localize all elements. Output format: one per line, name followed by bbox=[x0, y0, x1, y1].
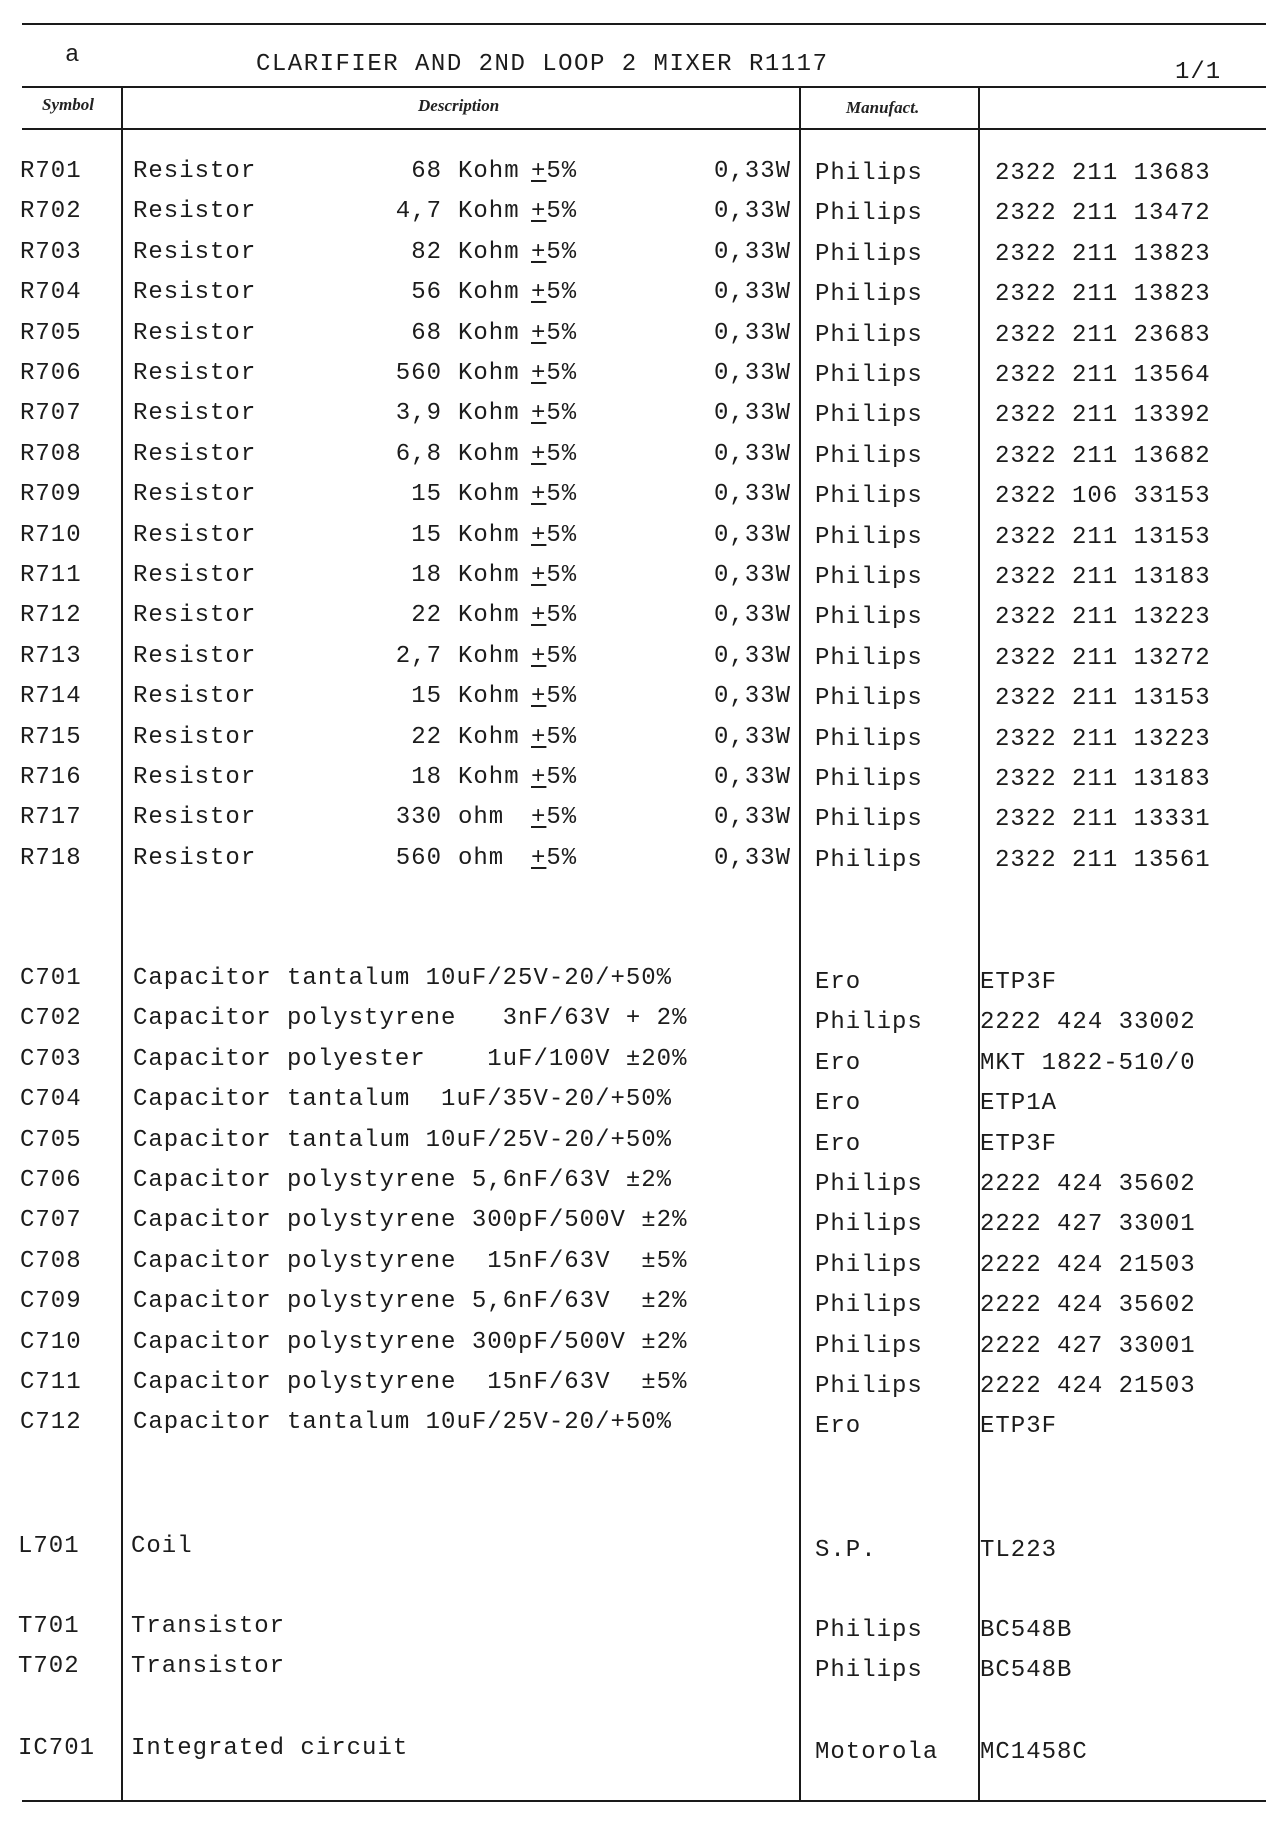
row-unit: Kohm bbox=[458, 602, 520, 629]
row-symbol: R708 bbox=[20, 441, 82, 468]
row-part-number: 2222 427 33001 bbox=[980, 1333, 1196, 1360]
row-type: Resistor bbox=[133, 158, 257, 185]
row-tolerance bbox=[531, 279, 577, 307]
row-value: 18 bbox=[411, 562, 442, 589]
plus-minus-sign: + bbox=[531, 279, 547, 306]
row-symbol: R716 bbox=[20, 764, 82, 791]
row-part-number: 2322 211 23683 bbox=[995, 322, 1211, 349]
row-unit: ohm bbox=[458, 845, 505, 872]
row-symbol: R718 bbox=[20, 845, 82, 872]
row-manufacturer: Philips bbox=[815, 1171, 923, 1198]
row-description: Capacitor polystyrene 15nF/63V ±5% bbox=[133, 1248, 688, 1275]
row-tolerance-value: 5% bbox=[546, 804, 578, 831]
row-unit: Kohm bbox=[458, 239, 520, 266]
row-tolerance-value: 5% bbox=[546, 845, 578, 872]
row-symbol: R713 bbox=[20, 643, 82, 670]
row-part-number: TL223 bbox=[980, 1537, 1058, 1564]
header-top-rule bbox=[22, 86, 1266, 88]
row-manufacturer: Philips bbox=[815, 564, 923, 591]
row-value: 68 bbox=[411, 158, 442, 185]
row-part-number: BC548B bbox=[980, 1657, 1073, 1684]
row-tolerance bbox=[531, 522, 577, 550]
row-description: Capacitor tantalum 10uF/25V-20/+50% bbox=[133, 1127, 673, 1154]
row-description: Capacitor polystyrene 5,6nF/63V ±2% bbox=[133, 1288, 688, 1315]
row-symbol: T701 bbox=[18, 1613, 80, 1640]
row-manufacturer: Philips bbox=[815, 362, 923, 389]
row-part-number: ETP3F bbox=[980, 969, 1058, 996]
row-tolerance-value: 5% bbox=[546, 400, 578, 427]
row-unit: Kohm bbox=[458, 522, 520, 549]
row-tolerance bbox=[531, 481, 577, 509]
row-part-number: 2322 211 13331 bbox=[995, 806, 1211, 833]
section-mark: a bbox=[65, 42, 81, 69]
plus-minus-sign: + bbox=[531, 562, 547, 589]
plus-minus-sign: + bbox=[531, 522, 547, 549]
row-part-number: 2322 211 13183 bbox=[995, 564, 1211, 591]
row-manufacturer: Ero bbox=[815, 1413, 862, 1440]
row-tolerance bbox=[531, 239, 577, 267]
row-symbol: IC701 bbox=[18, 1735, 96, 1762]
row-description: Capacitor polyester 1uF/100V ±20% bbox=[133, 1046, 688, 1073]
row-type: Resistor bbox=[133, 441, 257, 468]
row-tolerance bbox=[531, 724, 577, 752]
row-tolerance-value: 5% bbox=[546, 198, 578, 225]
row-description: Transistor bbox=[131, 1653, 286, 1680]
row-power: 0,33W bbox=[714, 239, 792, 266]
row-symbol: R703 bbox=[20, 239, 82, 266]
row-symbol: C711 bbox=[20, 1369, 82, 1396]
row-manufacturer: Ero bbox=[815, 1050, 862, 1077]
row-part-number: 2322 211 13823 bbox=[995, 241, 1211, 268]
row-power: 0,33W bbox=[714, 158, 792, 185]
row-value: 3,9 bbox=[395, 400, 442, 427]
row-manufacturer: Philips bbox=[815, 443, 923, 470]
row-symbol: C709 bbox=[20, 1288, 82, 1315]
row-tolerance-value: 5% bbox=[546, 320, 578, 347]
row-type: Resistor bbox=[133, 683, 257, 710]
row-manufacturer: Philips bbox=[815, 806, 923, 833]
row-power: 0,33W bbox=[714, 804, 792, 831]
row-unit: Kohm bbox=[458, 360, 520, 387]
row-manufacturer: Philips bbox=[815, 483, 923, 510]
row-value: 15 bbox=[411, 481, 442, 508]
row-part-number: 2322 211 13153 bbox=[995, 685, 1211, 712]
row-symbol: R717 bbox=[20, 804, 82, 831]
row-power: 0,33W bbox=[714, 481, 792, 508]
row-type: Resistor bbox=[133, 724, 257, 751]
row-power: 0,33W bbox=[714, 643, 792, 670]
row-tolerance bbox=[531, 602, 577, 630]
row-manufacturer: Motorola bbox=[815, 1739, 939, 1766]
row-tolerance-value: 5% bbox=[546, 683, 578, 710]
row-power: 0,33W bbox=[714, 764, 792, 791]
row-tolerance bbox=[531, 683, 577, 711]
row-part-number: ETP3F bbox=[980, 1413, 1058, 1440]
row-type: Resistor bbox=[133, 360, 257, 387]
row-manufacturer: Philips bbox=[815, 241, 923, 268]
row-description: Integrated circuit bbox=[131, 1735, 409, 1762]
row-description: Capacitor polystyrene 300pF/500V ±2% bbox=[133, 1329, 688, 1356]
row-type: Resistor bbox=[133, 804, 257, 831]
row-unit: Kohm bbox=[458, 683, 520, 710]
row-part-number: 2322 211 13183 bbox=[995, 766, 1211, 793]
row-unit: Kohm bbox=[458, 481, 520, 508]
row-unit: Kohm bbox=[458, 158, 520, 185]
column-header-manufacturer: Manufact. bbox=[846, 98, 920, 117]
row-part-number: 2322 211 13683 bbox=[995, 160, 1211, 187]
row-description: Coil bbox=[131, 1533, 193, 1560]
plus-minus-sign: + bbox=[531, 845, 547, 872]
row-manufacturer: Ero bbox=[815, 1090, 862, 1117]
column-divider-1 bbox=[121, 86, 123, 1800]
column-header-description: Description bbox=[418, 96, 500, 115]
row-tolerance bbox=[531, 360, 577, 388]
row-value: 82 bbox=[411, 239, 442, 266]
plus-minus-sign: + bbox=[531, 724, 547, 751]
row-symbol: R705 bbox=[20, 320, 82, 347]
column-divider-2 bbox=[799, 86, 801, 1800]
plus-minus-sign: + bbox=[531, 441, 547, 468]
row-manufacturer: Philips bbox=[815, 160, 923, 187]
row-power: 0,33W bbox=[714, 845, 792, 872]
row-description: Capacitor polystyrene 15nF/63V ±5% bbox=[133, 1369, 688, 1396]
row-symbol: R702 bbox=[20, 198, 82, 225]
row-part-number: 2222 427 33001 bbox=[980, 1211, 1196, 1238]
row-value: 4,7 bbox=[395, 198, 442, 225]
row-value: 68 bbox=[411, 320, 442, 347]
row-symbol: C710 bbox=[20, 1329, 82, 1356]
row-power: 0,33W bbox=[714, 602, 792, 629]
row-part-number: ETP3F bbox=[980, 1131, 1058, 1158]
row-symbol: C712 bbox=[20, 1409, 82, 1436]
row-manufacturer: Philips bbox=[815, 1657, 923, 1684]
row-tolerance bbox=[531, 764, 577, 792]
row-part-number: 2322 211 13564 bbox=[995, 362, 1211, 389]
header-bottom-rule bbox=[22, 128, 1266, 130]
plus-minus-sign: + bbox=[531, 764, 547, 791]
row-symbol: R701 bbox=[20, 158, 82, 185]
row-manufacturer: Philips bbox=[815, 322, 923, 349]
row-type: Resistor bbox=[133, 643, 257, 670]
row-description: Capacitor polystyrene 5,6nF/63V ±2% bbox=[133, 1167, 673, 1194]
page-title: CLARIFIER AND 2ND LOOP 2 MIXER R1117 bbox=[256, 51, 829, 78]
row-power: 0,33W bbox=[714, 279, 792, 306]
bottom-rule bbox=[22, 1800, 1266, 1802]
row-unit: Kohm bbox=[458, 441, 520, 468]
row-manufacturer: Philips bbox=[815, 281, 923, 308]
row-manufacturer: Philips bbox=[815, 1252, 923, 1279]
row-unit: Kohm bbox=[458, 400, 520, 427]
row-part-number: 2322 211 13392 bbox=[995, 402, 1211, 429]
row-power: 0,33W bbox=[714, 562, 792, 589]
row-type: Resistor bbox=[133, 400, 257, 427]
plus-minus-sign: + bbox=[531, 158, 547, 185]
row-manufacturer: Philips bbox=[815, 402, 923, 429]
row-type: Resistor bbox=[133, 279, 257, 306]
row-type: Resistor bbox=[133, 481, 257, 508]
row-symbol: R711 bbox=[20, 562, 82, 589]
row-power: 0,33W bbox=[714, 441, 792, 468]
row-tolerance bbox=[531, 400, 577, 428]
row-symbol: R710 bbox=[20, 522, 82, 549]
row-symbol: R715 bbox=[20, 724, 82, 751]
row-part-number: 2322 211 13823 bbox=[995, 281, 1211, 308]
row-unit: Kohm bbox=[458, 724, 520, 751]
row-tolerance-value: 5% bbox=[546, 279, 578, 306]
row-part-number: 2222 424 21503 bbox=[980, 1252, 1196, 1279]
row-unit: Kohm bbox=[458, 764, 520, 791]
row-symbol: C708 bbox=[20, 1248, 82, 1275]
row-tolerance-value: 5% bbox=[546, 643, 578, 670]
row-type: Resistor bbox=[133, 562, 257, 589]
row-manufacturer: S.P. bbox=[815, 1537, 877, 1564]
row-tolerance-value: 5% bbox=[546, 360, 578, 387]
row-symbol: C704 bbox=[20, 1086, 82, 1113]
row-unit: Kohm bbox=[458, 279, 520, 306]
row-tolerance bbox=[531, 804, 577, 832]
row-part-number: MKT 1822-510/0 bbox=[980, 1050, 1196, 1077]
row-tolerance-value: 5% bbox=[546, 481, 578, 508]
row-symbol: C707 bbox=[20, 1207, 82, 1234]
plus-minus-sign: + bbox=[531, 804, 547, 831]
plus-minus-sign: + bbox=[531, 239, 547, 266]
row-part-number: 2222 424 33002 bbox=[980, 1009, 1196, 1036]
row-tolerance bbox=[531, 845, 577, 873]
row-manufacturer: Ero bbox=[815, 1131, 862, 1158]
plus-minus-sign: + bbox=[531, 198, 547, 225]
row-tolerance-value: 5% bbox=[546, 602, 578, 629]
row-manufacturer: Ero bbox=[815, 969, 862, 996]
row-symbol: R704 bbox=[20, 279, 82, 306]
row-part-number: 2222 424 21503 bbox=[980, 1373, 1196, 1400]
column-header-symbol: Symbol bbox=[42, 95, 94, 114]
row-value: 330 bbox=[395, 804, 442, 831]
row-symbol: T702 bbox=[18, 1653, 80, 1680]
plus-minus-sign: + bbox=[531, 602, 547, 629]
row-type: Resistor bbox=[133, 845, 257, 872]
row-part-number: 2222 424 35602 bbox=[980, 1292, 1196, 1319]
row-manufacturer: Philips bbox=[815, 200, 923, 227]
plus-minus-sign: + bbox=[531, 683, 547, 710]
row-manufacturer: Philips bbox=[815, 766, 923, 793]
plus-minus-sign: + bbox=[531, 320, 547, 347]
row-manufacturer: Philips bbox=[815, 524, 923, 551]
row-symbol: C701 bbox=[20, 965, 82, 992]
row-power: 0,33W bbox=[714, 522, 792, 549]
row-symbol: C703 bbox=[20, 1046, 82, 1073]
row-power: 0,33W bbox=[714, 683, 792, 710]
row-tolerance bbox=[531, 441, 577, 469]
row-unit: Kohm bbox=[458, 320, 520, 347]
row-manufacturer: Philips bbox=[815, 685, 923, 712]
row-description: Capacitor polystyrene 300pF/500V ±2% bbox=[133, 1207, 688, 1234]
row-power: 0,33W bbox=[714, 320, 792, 347]
plus-minus-sign: + bbox=[531, 360, 547, 387]
row-type: Resistor bbox=[133, 602, 257, 629]
row-type: Resistor bbox=[133, 320, 257, 347]
row-part-number: 2322 211 13682 bbox=[995, 443, 1211, 470]
row-manufacturer: Philips bbox=[815, 1292, 923, 1319]
row-description: Capacitor tantalum 10uF/25V-20/+50% bbox=[133, 965, 673, 992]
row-symbol: R706 bbox=[20, 360, 82, 387]
row-value: 56 bbox=[411, 279, 442, 306]
row-type: Resistor bbox=[133, 198, 257, 225]
row-type: Resistor bbox=[133, 764, 257, 791]
row-part-number: ETP1A bbox=[980, 1090, 1058, 1117]
row-tolerance bbox=[531, 562, 577, 590]
row-unit: ohm bbox=[458, 804, 505, 831]
row-description: Transistor bbox=[131, 1613, 286, 1640]
row-symbol: R709 bbox=[20, 481, 82, 508]
row-symbol: L701 bbox=[18, 1533, 80, 1560]
row-manufacturer: Philips bbox=[815, 1211, 923, 1238]
row-part-number: 2322 106 33153 bbox=[995, 483, 1211, 510]
row-value: 6,8 bbox=[395, 441, 442, 468]
row-tolerance-value: 5% bbox=[546, 764, 578, 791]
row-unit: Kohm bbox=[458, 562, 520, 589]
row-value: 22 bbox=[411, 602, 442, 629]
row-power: 0,33W bbox=[714, 360, 792, 387]
row-part-number: 2322 211 13272 bbox=[995, 645, 1211, 672]
row-symbol: C702 bbox=[20, 1005, 82, 1032]
row-type: Resistor bbox=[133, 239, 257, 266]
row-part-number: 2322 211 13153 bbox=[995, 524, 1211, 551]
row-manufacturer: Philips bbox=[815, 1617, 923, 1644]
top-rule bbox=[22, 23, 1266, 25]
page-number: 1/1 bbox=[1175, 59, 1222, 86]
row-part-number: 2322 211 13223 bbox=[995, 726, 1211, 753]
row-part-number: 2322 211 13472 bbox=[995, 200, 1211, 227]
row-tolerance-value: 5% bbox=[546, 441, 578, 468]
row-value: 560 bbox=[395, 845, 442, 872]
row-tolerance bbox=[531, 320, 577, 348]
plus-minus-sign: + bbox=[531, 481, 547, 508]
row-part-number: 2322 211 13223 bbox=[995, 604, 1211, 631]
row-manufacturer: Philips bbox=[815, 1373, 923, 1400]
row-description: Capacitor tantalum 10uF/25V-20/+50% bbox=[133, 1409, 673, 1436]
row-symbol: R712 bbox=[20, 602, 82, 629]
row-tolerance bbox=[531, 158, 577, 186]
row-power: 0,33W bbox=[714, 400, 792, 427]
row-part-number: 2322 211 13561 bbox=[995, 847, 1211, 874]
row-symbol: C706 bbox=[20, 1167, 82, 1194]
row-value: 15 bbox=[411, 683, 442, 710]
row-tolerance-value: 5% bbox=[546, 158, 578, 185]
row-power: 0,33W bbox=[714, 724, 792, 751]
row-unit: Kohm bbox=[458, 198, 520, 225]
row-value: 2,7 bbox=[395, 643, 442, 670]
row-tolerance-value: 5% bbox=[546, 562, 578, 589]
row-manufacturer: Philips bbox=[815, 604, 923, 631]
row-symbol: R707 bbox=[20, 400, 82, 427]
row-tolerance-value: 5% bbox=[546, 724, 578, 751]
row-description: Capacitor tantalum 1uF/35V-20/+50% bbox=[133, 1086, 673, 1113]
row-manufacturer: Philips bbox=[815, 645, 923, 672]
row-type: Resistor bbox=[133, 522, 257, 549]
row-manufacturer: Philips bbox=[815, 726, 923, 753]
row-manufacturer: Philips bbox=[815, 1333, 923, 1360]
row-description: Capacitor polystyrene 3nF/63V + 2% bbox=[133, 1005, 688, 1032]
row-part-number: 2222 424 35602 bbox=[980, 1171, 1196, 1198]
row-value: 18 bbox=[411, 764, 442, 791]
row-value: 560 bbox=[395, 360, 442, 387]
row-symbol: R714 bbox=[20, 683, 82, 710]
row-symbol: C705 bbox=[20, 1127, 82, 1154]
row-power: 0,33W bbox=[714, 198, 792, 225]
row-tolerance bbox=[531, 198, 577, 226]
row-part-number: MC1458C bbox=[980, 1739, 1088, 1766]
row-tolerance-value: 5% bbox=[546, 522, 578, 549]
row-value: 22 bbox=[411, 724, 442, 751]
row-manufacturer: Philips bbox=[815, 847, 923, 874]
plus-minus-sign: + bbox=[531, 400, 547, 427]
row-manufacturer: Philips bbox=[815, 1009, 923, 1036]
plus-minus-sign: + bbox=[531, 643, 547, 670]
row-value: 15 bbox=[411, 522, 442, 549]
row-part-number: BC548B bbox=[980, 1617, 1073, 1644]
row-tolerance-value: 5% bbox=[546, 239, 578, 266]
row-tolerance bbox=[531, 643, 577, 671]
row-unit: Kohm bbox=[458, 643, 520, 670]
